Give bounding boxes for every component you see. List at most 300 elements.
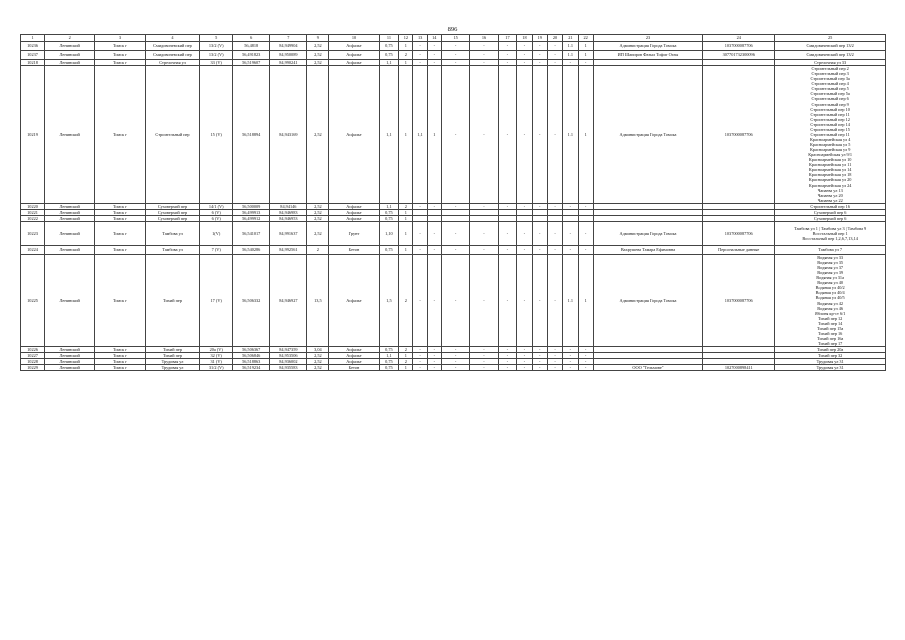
cell-c20: - [547, 51, 562, 60]
cell-c18: - [517, 365, 532, 371]
cell-c1: 10222 [21, 215, 45, 221]
cell-c3: Томск г [95, 209, 145, 215]
cell-c12: 1 [399, 60, 413, 66]
cell-c3: Томск г [95, 245, 145, 254]
cell-c1: 10237 [21, 51, 45, 60]
cell-c6: 56,499912 [233, 215, 270, 221]
cell-c13: - [413, 359, 427, 365]
cell-c1: 10229 [21, 365, 45, 371]
address-line: Тамбова ул 1 | Тамбова ул 3 | Тамбова 9 [794, 225, 867, 231]
cell-c6: 56,500009 [233, 203, 270, 209]
cell-c9: 13,5 [307, 254, 329, 346]
address-line: Восстальный пер 1 [812, 230, 848, 236]
cell-c2: Ленинский [45, 353, 95, 359]
cell-c20: - [547, 245, 562, 254]
cell-c2: Ленинский [45, 254, 95, 346]
cell-c12: 1 [399, 42, 413, 51]
cell-c14: - [427, 359, 441, 365]
cell-c6: 56,519607 [233, 60, 270, 66]
column-number-cell: 9 [307, 35, 329, 42]
cell-c18: - [517, 221, 532, 245]
cell-c18: - [517, 60, 532, 66]
cell-c5: 1(V) [200, 221, 233, 245]
column-number-cell: 20 [547, 35, 562, 42]
cell-c16: - [470, 254, 498, 346]
address-line: Чапаева ул 22 [817, 197, 843, 203]
address-line: Водяная ул 40/2 [815, 285, 845, 291]
address-line: Смидовичевский пер 13/2 [806, 52, 854, 58]
cell-c14: - [427, 221, 441, 245]
cell-c20: - [547, 60, 562, 66]
cell-c12: 2 [399, 347, 413, 353]
cell-c10: Бетон [329, 245, 379, 254]
cell-c22: - [578, 60, 593, 66]
address-line: Тихий пер 17 [817, 341, 843, 346]
cell-c4: Тихий пер [145, 347, 200, 353]
cell-c16: - [470, 365, 498, 371]
address-line: Тихий пер 12 [817, 315, 843, 321]
cell-c22: - [578, 221, 593, 245]
cell-c22: - [578, 347, 593, 353]
cell-c24: Персональные данные [703, 245, 775, 254]
cell-c17: - [498, 51, 517, 60]
cell-c3: Томск г [95, 254, 145, 346]
cell-c11: 1,1 [379, 66, 399, 204]
cell-c3: Томск г [95, 51, 145, 60]
cell-c13: - [413, 60, 427, 66]
cell-c21: - [563, 353, 578, 359]
address-line: Строительный пер 10 [810, 106, 850, 112]
cell-c17: - [498, 42, 517, 51]
cell-c3: Томск г [95, 365, 145, 371]
cell-c9: 2 [307, 245, 329, 254]
cell-c5: 20а (V) [200, 347, 233, 353]
address-line: Яблоня кр-ст 6/1 [814, 310, 846, 316]
cell-c12: 1 [399, 245, 413, 254]
cell-c16: - [470, 51, 498, 60]
cell-c18: - [517, 254, 532, 346]
cell-c10: Асфальт [329, 353, 379, 359]
address-line: Строительный пер 14 [810, 121, 850, 127]
cell-c14: - [427, 42, 441, 51]
cell-c7: 84,947359 [270, 347, 307, 353]
cell-c9: 2,52 [307, 353, 329, 359]
cell-c13: - [413, 347, 427, 353]
cell-c7: 84,950089 [270, 51, 307, 60]
cell-c21: - [563, 359, 578, 365]
cell-c12: 2 [399, 359, 413, 365]
cell-c20: - [547, 221, 562, 245]
cell-c17: - [498, 365, 517, 371]
cell-c24: 1037000087706 [703, 254, 775, 346]
cell-c2: Ленинский [45, 66, 95, 204]
table-row [21, 365, 886, 371]
cell-c4: Тамбова ул [145, 245, 200, 254]
cell-c16: - [470, 221, 498, 245]
address-line: Красноармейская ул 5 [809, 142, 851, 147]
cell-c9: 2,52 [307, 51, 329, 60]
address-line: Красноармейская ул 14 [808, 167, 852, 173]
column-number-cell: 1 [21, 35, 45, 42]
cell-c2: Ленинский [45, 209, 95, 215]
cell-c2: Ленинский [45, 51, 95, 60]
cell-c10: Бетон [329, 365, 379, 371]
cell-c23: ООО "Тельмове" [593, 365, 702, 371]
table-row [21, 221, 886, 245]
cell-c17: - [498, 66, 517, 204]
cell-c6: 56,491823 [233, 51, 270, 60]
cell-c13: 1,1 [413, 66, 427, 204]
cell-c6: 56,4818 [233, 42, 270, 51]
table-row [21, 42, 886, 51]
cell-c13: - [413, 203, 427, 209]
cell-c5: 31 (V) [200, 359, 233, 365]
address-line: Красноармейская ул 10 [808, 157, 852, 163]
cell-c5: 6 (V) [200, 209, 233, 215]
cell-c5: 31/2 (V) [200, 365, 233, 371]
column-number-cell: 12 [399, 35, 413, 42]
address-line: Восстальный пер 1,2,6,7,13,14 [802, 235, 858, 241]
cell-c6: 56,540286 [233, 245, 270, 254]
address-line: Строительный пер 3а [810, 76, 850, 82]
table-row [21, 66, 886, 204]
column-number-cell: 24 [703, 35, 775, 42]
cell-c1: 10228 [21, 359, 45, 365]
cell-c16: - [470, 347, 498, 353]
cell-c15: - [441, 245, 469, 254]
cell-c2: Ленинский [45, 359, 95, 365]
cell-c17: - [498, 353, 517, 359]
cell-c2: Ленинский [45, 215, 95, 221]
cell-c7: 84,946983 [270, 209, 307, 215]
cell-c17: - [498, 359, 517, 365]
cell-c12: 2 [399, 254, 413, 346]
column-number-cell: 17 [498, 35, 517, 42]
address-line: Водяная ул 33 [817, 254, 844, 260]
address-line: Водяная ул 46 [817, 305, 844, 311]
cell-c3: Томск г [95, 215, 145, 221]
cell-c15: - [441, 42, 469, 51]
cell-c20: - [547, 359, 562, 365]
address-line: Тихий пер 16 [817, 330, 843, 336]
address-line: Трудовая ул 31 [816, 365, 844, 371]
cell-c14: - [427, 51, 441, 60]
cell-c18: - [517, 51, 532, 60]
cell-c20: - [547, 365, 562, 371]
cell-c16: - [470, 60, 498, 66]
cell-c22: 1 [578, 42, 593, 51]
address-line: Тихий пер 32 [817, 353, 843, 359]
cell-c9: 2,52 [307, 42, 329, 51]
cell-c11: 0,75 [379, 209, 399, 215]
cell-c24: 1037000087706 [703, 221, 775, 245]
cell-c20: - [547, 66, 562, 204]
address-line: Строительный пер 11 [810, 111, 850, 117]
cell-c1: 10236 [21, 42, 45, 51]
address-line: Суховерхий пер 6 [813, 209, 847, 215]
cell-c5: 13/2 (V) [200, 42, 233, 51]
cell-c21: - [563, 245, 578, 254]
cell-c1: 10219 [21, 66, 45, 204]
cell-c16: - [470, 66, 498, 204]
cell-c23: Администрация Города Томска [593, 66, 702, 204]
column-number-cell: 2 [45, 35, 95, 42]
address-line: Строительный пер 4 [811, 81, 849, 87]
cell-c22: 1 [578, 51, 593, 60]
address-line: Водяная ул 40 [817, 280, 844, 286]
cell-c9: 2,52 [307, 66, 329, 204]
address-line: Суховерхий пер 6 [813, 215, 847, 221]
cell-c22: - [578, 365, 593, 371]
address-line: Красноармейская ул 4 [809, 136, 851, 142]
cell-c12: 2 [399, 203, 413, 209]
cell-c2: Ленинский [45, 221, 95, 245]
cell-c23: Администрация Города Томска [593, 42, 702, 51]
cell-c10: Асфальт [329, 347, 379, 353]
cell-c5: 7 (V) [200, 245, 233, 254]
cell-c20: - [547, 203, 562, 209]
cell-c17: - [498, 347, 517, 353]
cell-c3: Томск г [95, 353, 145, 359]
cell-c25-addresses [775, 42, 886, 51]
cell-c23: Администрация Города Томска [593, 254, 702, 346]
cell-c10: Грунт [329, 221, 379, 245]
address-line: Красноармейская ул 24 [808, 182, 852, 188]
cell-c19: - [532, 365, 547, 371]
cell-c18: - [517, 66, 532, 204]
cell-c25-addresses [775, 51, 886, 60]
column-number-cell: 21 [563, 35, 578, 42]
cell-c12: 2 [399, 51, 413, 60]
cell-c21: - [563, 203, 578, 209]
cell-c5: 13/2 (V) [200, 51, 233, 60]
cell-c11: 1,1 [379, 60, 399, 66]
cell-c10: Асфальт [329, 60, 379, 66]
cell-c10: Асфальт [329, 209, 379, 215]
cell-c7: 84,949904 [270, 42, 307, 51]
cell-c7: 84,946953 [270, 215, 307, 221]
cell-c4: Тамбова ул [145, 221, 200, 245]
column-number-cell: 13 [413, 35, 427, 42]
cell-c5: 32 (V) [200, 353, 233, 359]
cell-c24: 307701732300096 [703, 51, 775, 60]
cell-c22: - [578, 353, 593, 359]
cell-c20: - [547, 347, 562, 353]
cell-c1: 10225 [21, 254, 45, 346]
cell-c4: Тихий пер [145, 353, 200, 359]
cell-c13: - [413, 51, 427, 60]
cell-c20: - [547, 254, 562, 346]
cell-c9: 2,52 [307, 359, 329, 365]
column-number-cell: 16 [470, 35, 498, 42]
address-line: Водяная ул 40/5 [815, 295, 845, 301]
cell-c5: 14/1 (V) [200, 203, 233, 209]
cell-c17: - [498, 245, 517, 254]
cell-c18: - [517, 203, 532, 209]
cell-c7: 84,94146 [270, 203, 307, 209]
cell-c9: 2,52 [307, 203, 329, 209]
address-line: Красноармейская ул 11 [808, 162, 852, 168]
cell-c13: - [413, 353, 427, 359]
cell-c11: 1,1 [379, 353, 399, 359]
cell-c23: Администрация Города Томска [593, 221, 702, 245]
cell-c1: 10226 [21, 347, 45, 353]
cell-c11: 0,75 [379, 359, 399, 365]
cell-c18: - [517, 347, 532, 353]
cell-c1: 10218 [21, 60, 45, 66]
address-line: Красноармейская ул 20 [808, 177, 852, 183]
cell-c7: 84,991637 [270, 221, 307, 245]
cell-c19: - [532, 221, 547, 245]
cell-c11: 0,75 [379, 347, 399, 353]
address-line: Водяная ул 39 [817, 270, 844, 276]
cell-c15: - [441, 66, 469, 204]
cell-c12: 1 [399, 66, 413, 204]
cell-c7: 84,936002 [270, 359, 307, 365]
cell-c23: ИП Шапиров Фазыл Тофиг Оглы [593, 51, 702, 60]
cell-c11: 1,1 [379, 203, 399, 209]
cell-c19: - [532, 347, 547, 353]
address-line: Водяная ул 35 [817, 260, 844, 265]
cell-c10: Асфальт [329, 203, 379, 209]
cell-c2: Ленинский [45, 365, 95, 371]
cell-c4: Смидовичевский пер [145, 42, 200, 51]
address-line: Строительный пер 15 [810, 126, 850, 132]
cell-c9: 2,52 [307, 215, 329, 221]
cell-c7: 84,943169 [270, 66, 307, 204]
cell-c14: - [427, 245, 441, 254]
cell-c10: Асфальт [329, 359, 379, 365]
cell-c25-addresses [775, 221, 886, 245]
address-line: Строительный пер 3 [811, 71, 849, 77]
cell-c7: 84,953506 [270, 353, 307, 359]
cell-c22: - [578, 203, 593, 209]
cell-c2: Ленинский [45, 60, 95, 66]
cell-c7: 84,992561 [270, 245, 307, 254]
cell-c25-addresses [775, 365, 886, 371]
cell-c14: - [427, 60, 441, 66]
column-number-cell: 22 [578, 35, 593, 42]
cell-c15: - [441, 359, 469, 365]
cell-c16: - [470, 353, 498, 359]
address-line: Строительный пер 9 [811, 101, 849, 107]
address-line: Строительный пер 2 [811, 66, 849, 72]
address-line: Красноармейская ул 18 [808, 172, 852, 178]
cell-c10: Асфальт [329, 51, 379, 60]
cell-c15: - [441, 203, 469, 209]
cell-c11: 0,75 [379, 245, 399, 254]
cell-c15: - [441, 221, 469, 245]
column-number-cell: 15 [441, 35, 469, 42]
cell-c11: 0,75 [379, 51, 399, 60]
cell-c7: 84,946927 [270, 254, 307, 346]
cell-c9: 2,52 [307, 209, 329, 215]
cell-c1: 10221 [21, 209, 45, 215]
cell-c18: - [517, 42, 532, 51]
cell-c6: 56,506367 [233, 347, 270, 353]
cell-c3: Томск г [95, 347, 145, 353]
cell-c21: - [563, 221, 578, 245]
cell-c22: 1 [578, 254, 593, 346]
cell-c17: - [498, 203, 517, 209]
address-line: Трудовая ул 31 [816, 359, 844, 365]
cell-c2: Ленинский [45, 347, 95, 353]
address-line: Тихий пер 14 [817, 320, 843, 326]
cell-c18: - [517, 359, 532, 365]
cell-c1: 10223 [21, 221, 45, 245]
cell-c16: - [470, 359, 498, 365]
cell-c13: - [413, 42, 427, 51]
cell-c3: Томск г [95, 60, 145, 66]
cell-c19: - [532, 254, 547, 346]
column-number-cell: 10 [329, 35, 379, 42]
cell-c15: - [441, 353, 469, 359]
cell-c25-addresses [775, 245, 886, 254]
cell-c9: 2,52 [307, 60, 329, 66]
cell-c4: Суховерхий пер [145, 215, 200, 221]
cell-c20: - [547, 353, 562, 359]
cell-c4: Стрелочная ул [145, 60, 200, 66]
cell-c7: 84,990241 [270, 60, 307, 66]
column-number-cell: 23 [593, 35, 702, 42]
cell-c6: 56,541017 [233, 221, 270, 245]
cell-c21: 1.1 [563, 66, 578, 204]
cell-c3: Томск г [95, 66, 145, 204]
address-line: Строительный пер 11 [810, 131, 850, 137]
cell-c14: 1 [427, 66, 441, 204]
address-line: Красноармейская ул 9/1 [808, 152, 853, 158]
cell-c10: Асфальт [329, 42, 379, 51]
cell-c5: 15 (V) [200, 66, 233, 204]
cell-c1: 10220 [21, 203, 45, 209]
address-line: Красноармейская ул 9 [809, 147, 851, 153]
address-line: Смидовичевский пер 13/2 [806, 43, 854, 49]
table-row [21, 254, 886, 346]
cell-c3: Томск г [95, 221, 145, 245]
cell-c17: - [498, 60, 517, 66]
column-number-row [21, 35, 886, 42]
address-line: Строительный пер 5а [810, 91, 850, 97]
cell-c2: Ленинский [45, 203, 95, 209]
cell-c10: Асфальт [329, 215, 379, 221]
address-line: Чапаева ул 13 [817, 187, 843, 193]
cell-c3: Томск г [95, 359, 145, 365]
cell-c18: - [517, 353, 532, 359]
address-line: Строительный пер 16 [810, 203, 850, 209]
cell-c18: - [517, 245, 532, 254]
address-line: Водяная ул 37 [817, 265, 844, 271]
cell-c11: 0,75 [379, 215, 399, 221]
cell-c14: - [427, 254, 441, 346]
cell-c12: 1 [399, 221, 413, 245]
cell-c19: - [532, 359, 547, 365]
cell-c25-addresses [775, 66, 886, 204]
table-row [21, 51, 886, 60]
cell-c6: 56,506332 [233, 254, 270, 346]
column-number-cell: 19 [532, 35, 547, 42]
cell-c24: 1037000087706 [703, 42, 775, 51]
column-number-cell: 3 [95, 35, 145, 42]
address-line: Водяная ул 40/4 [815, 290, 845, 296]
cell-c19: - [532, 245, 547, 254]
cell-c15: - [441, 51, 469, 60]
cell-c4: Трудовая ул [145, 365, 200, 371]
cell-c22: - [578, 359, 593, 365]
cell-c6: 56,499913 [233, 209, 270, 215]
address-line: Строительный пер 12 [810, 116, 850, 122]
cell-c11: 1,10 [379, 221, 399, 245]
cell-c5: 17 (V) [200, 254, 233, 346]
